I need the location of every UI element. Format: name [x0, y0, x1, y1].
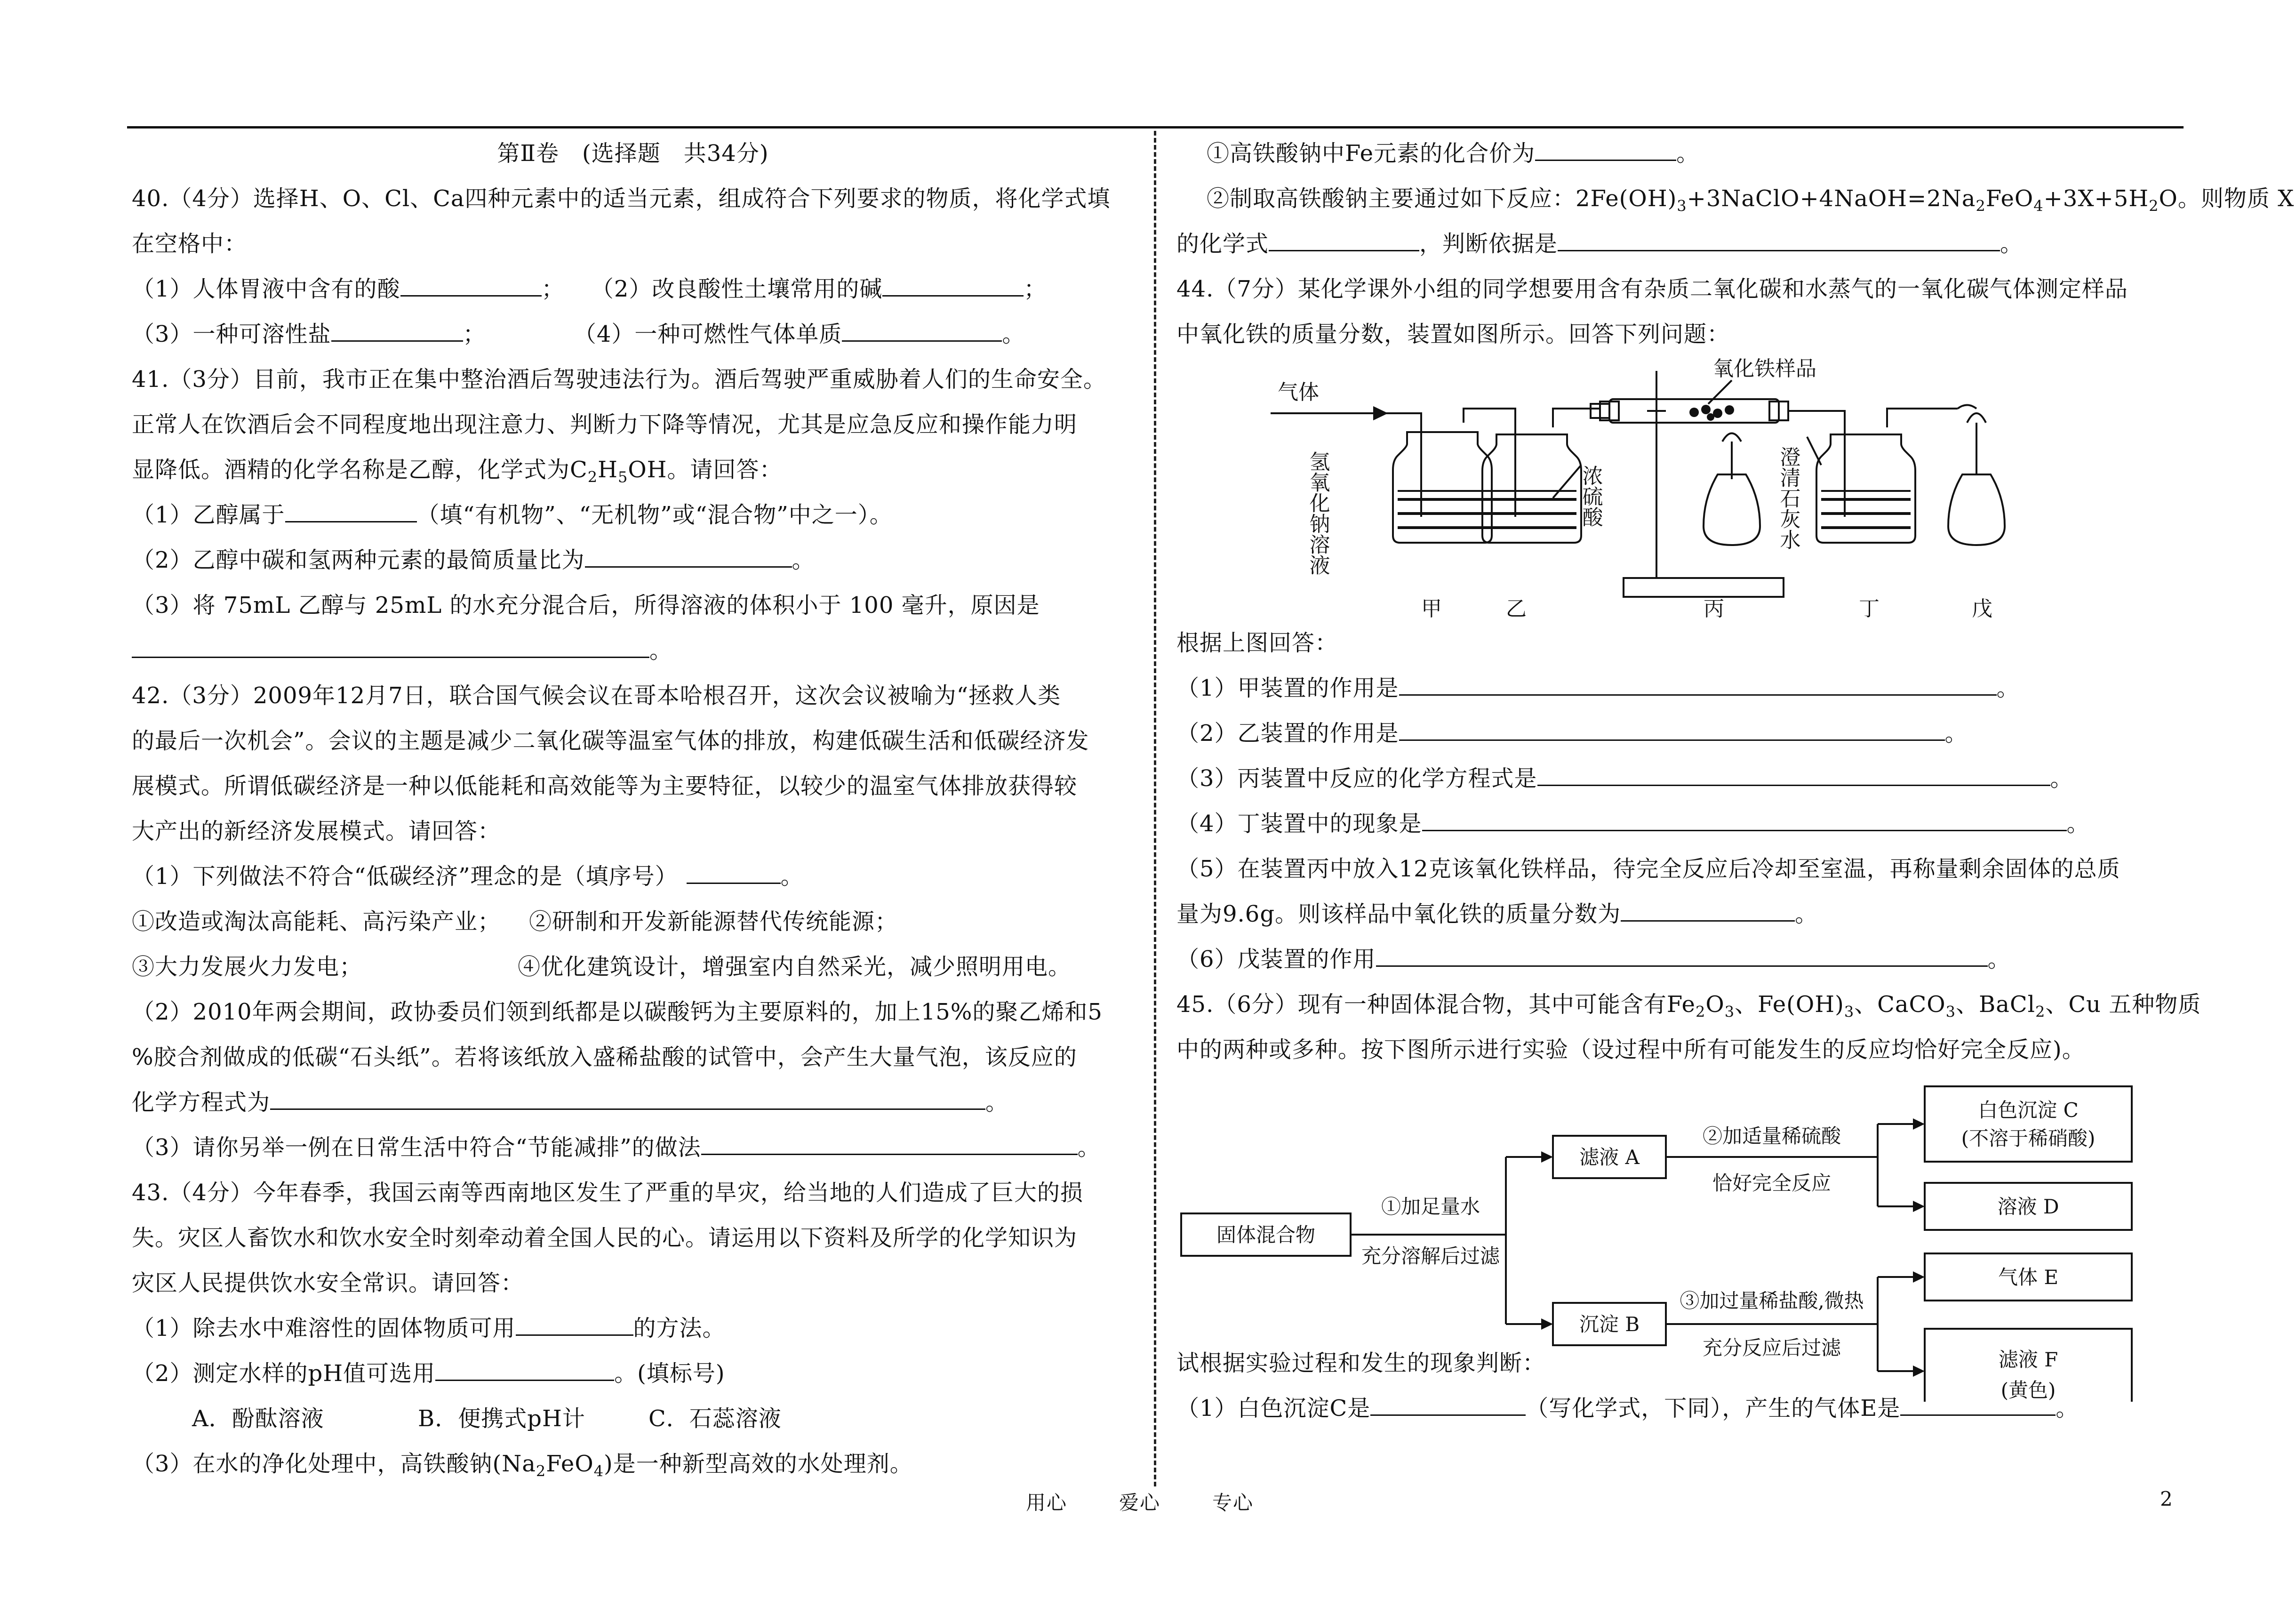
q40-answer1-blank[interactable]: [400, 274, 542, 297]
subscript: 3: [1844, 1003, 1855, 1021]
q43-stem: 43.（4分）今年春季，我国云南等西南地区发生了严重的旱灾，给当地的人们造成了巨大的损: [132, 1180, 1083, 1206]
q41-part3-answer: [132, 628, 1134, 673]
step1-label: ①加足量水: [1381, 1195, 1480, 1218]
subscript: 4: [2033, 197, 2044, 215]
subscript: 3: [1724, 1003, 1735, 1021]
q41-answer1-blank[interactable]: [285, 500, 417, 522]
q44-part5: （5）在装置丙中放入12克该氧化铁样品，待完全反应后冷却至室温，再称量剩余固体的总质: [1176, 856, 2120, 882]
q40-item3-label: （3）一种可溶性盐: [132, 321, 331, 347]
q43-part3: [132, 1441, 1134, 1486]
solution-d-label: 溶液 D: [1997, 1195, 2059, 1218]
box-precipitate-c: [1925, 1086, 2132, 1162]
header-rule: [127, 126, 2184, 128]
label-yi: 乙: [1506, 597, 1527, 620]
q44-answer2-blank[interactable]: [1399, 719, 1945, 741]
option-c: C．石蕊溶液: [648, 1405, 782, 1432]
q43-stem-3: 灾区人民提供饮水安全常识。请回答：: [132, 1270, 524, 1296]
q40-item2-label: （2）改良酸性土壤常用的碱: [591, 276, 883, 302]
subscript: 5: [617, 468, 628, 486]
text: （3）请你另举一例在日常生活中符合“节能减排”的做法: [132, 1134, 701, 1161]
punct: ；: [463, 321, 486, 347]
option-1: ①改造或淘汰高能耗、高污染产业；: [132, 908, 501, 935]
label-jia: 甲: [1421, 597, 1442, 620]
q42-part2: （2）2010年两会期间，政协委员们领到纸都是以碳酸钙为主要原料的，加上15%的聚乙烯和5: [132, 999, 1103, 1025]
q44-answer1-blank[interactable]: [1399, 674, 1997, 696]
subscript: 3: [1945, 1003, 1956, 1021]
text: （3）丙装置中反应的化学方程式是: [1176, 765, 1537, 792]
q42-part2-answer: [132, 1080, 1134, 1125]
right-column: [1176, 131, 2295, 1431]
q43-subpart2: [1176, 176, 2295, 221]
q42-stem: 42.（3分）2009年12月7日，联合国气候会议在哥本哈根召开，这次会议被喻为“拯救人类: [132, 683, 1061, 709]
option-3: ③大力发展火力发电；: [132, 954, 363, 980]
section-title: 第Ⅱ卷 (选择题 共34分): [497, 140, 769, 167]
subscript: 2: [587, 468, 598, 486]
q45-stem-2: 中的两种或多种。按下图所示进行实验（设过程中所有可能发生的反应均恰好完全反应)。: [1176, 1036, 2085, 1063]
punct: 。: [2056, 1395, 2079, 1421]
q43-answer1-blank[interactable]: [516, 1314, 633, 1336]
q41-answer2-blank[interactable]: [585, 546, 792, 568]
q45-stem: [1176, 982, 2201, 1027]
q43-stem-2: 失。灾区人畜饮水和饮水安全时刻牵动着全国人民的心。请运用以下资料及所学的化学知识为: [132, 1225, 1078, 1251]
q42-options-row1: [132, 899, 1134, 944]
text: ②制取高铁酸钠主要通过如下反应：2Fe(OH): [1207, 185, 1677, 212]
punct: 。: [1676, 140, 1700, 167]
q41-stem-2: 正常人在饮酒后会不同程度地出现注意力、判断力下降等情况，尤其是应急反应和操作能力明: [132, 411, 1078, 438]
text: 45.（6分）现有一种固体混合物，其中可能含有Fe: [1176, 991, 1696, 1018]
q43-basis-blank[interactable]: [1558, 229, 2000, 251]
q40-item1-label: （1）人体胃液中含有的酸: [132, 276, 400, 302]
text: 、CaCO: [1854, 991, 1946, 1018]
filtrate-f-label: 滤液 F: [1998, 1348, 2058, 1371]
subscript: 2: [1695, 1003, 1706, 1021]
punct: 。: [985, 1089, 1009, 1116]
option-b: B．便携式pH计: [418, 1405, 585, 1432]
text: OH。请回答：: [628, 457, 783, 483]
text: 。(填标号): [614, 1360, 725, 1387]
subscript: 4: [593, 1462, 604, 1480]
q40-answer4-blank[interactable]: [842, 320, 1002, 342]
q42-part1: [132, 854, 1134, 899]
text: （1）乙醇属于: [132, 502, 285, 528]
punct: 。: [792, 547, 815, 573]
step2-sub-label: 恰好完全反应: [1712, 1172, 1832, 1195]
text: FeO: [546, 1451, 594, 1477]
punct: 。: [2050, 765, 2073, 792]
precipitate-c-label: 白色沉淀 C: [1978, 1099, 2079, 1122]
step1-sub-label: 充分溶解后过滤: [1361, 1245, 1500, 1268]
q44-answer3-blank[interactable]: [1537, 764, 2050, 786]
punct: ；: [541, 276, 565, 302]
step3-label: ③加过量稀盐酸,微热: [1680, 1289, 1864, 1312]
punct: 。: [780, 863, 804, 890]
flowchart-diagram: [1176, 1072, 2179, 1402]
punct: 。: [1996, 675, 2020, 701]
q42-answer2-blank[interactable]: [270, 1088, 985, 1110]
q42-answer3-blank[interactable]: [701, 1133, 1078, 1155]
footer-motto: [1026, 1487, 1305, 1516]
q40-stem: 40.（4分）选择H、O、Cl、Ca四种元素中的适当元素，组成符合下列要求的物质，将化学式填: [132, 185, 1111, 212]
step3-sub-label: 充分反应后过滤: [1702, 1336, 1841, 1359]
text: 的化学式: [1176, 231, 1269, 257]
footer-word: 用心: [1026, 1491, 1068, 1514]
text: （1）除去水中难溶性的固体物质可用: [132, 1315, 516, 1341]
q43-part2-options: [132, 1396, 1134, 1441]
text: （3）在水的净化处理中，高铁酸钠(Na: [132, 1451, 536, 1477]
punct: 。: [2000, 231, 2024, 257]
q44-apparatus-figure: [1176, 357, 2179, 620]
q40-row2: [132, 312, 1134, 357]
subscript: 2: [1976, 197, 1986, 215]
q44-part3: [1176, 756, 2179, 801]
text: 、Fe(OH): [1735, 991, 1844, 1018]
q45-flowchart: [1176, 1072, 2179, 1402]
text: O: [1705, 991, 1725, 1018]
punct: ；: [1024, 276, 1047, 302]
text: +3NaClO+4NaOH=2Na: [1687, 185, 1976, 212]
q42-part3: [132, 1125, 1134, 1170]
q41-part2: [132, 538, 1134, 583]
text: ，判断依据是: [1419, 231, 1558, 257]
text: 的方法。: [633, 1315, 726, 1341]
text: （写化学式，下同），产生的气体E是: [1526, 1395, 1901, 1421]
text: +3X+5H: [2043, 185, 2149, 212]
q43-part1: [132, 1306, 1134, 1351]
precipitate-c-note: (不溶于稀硝酸): [1961, 1127, 2096, 1150]
h2so4-label: 浓硫酸: [1578, 465, 1603, 527]
q40-row1: [132, 266, 1134, 312]
text: ①高铁酸钠中Fe元素的化合价为: [1207, 140, 1536, 167]
punct: 。: [1077, 1134, 1101, 1161]
solid-label: 固体混合物: [1216, 1223, 1316, 1246]
q41-stem-3: [132, 447, 1134, 492]
footer-word: 爱心: [1119, 1491, 1161, 1514]
q42-stem-3: 展模式。所谓低碳经济是一种以低能耗和高效能等为主要特征，以较少的温室气体排放获得较: [132, 773, 1078, 799]
punct: 。: [2066, 811, 2090, 837]
subscript: 2: [536, 1462, 546, 1480]
q44-part6: [1176, 937, 2179, 982]
q44-part2: [1176, 711, 2179, 756]
q42-stem-4: 大产出的新经济发展模式。请回答：: [132, 818, 501, 844]
q43-part2: [132, 1351, 1134, 1396]
text: O。则物质 X: [2159, 185, 2295, 212]
q44-stem: 44.（7分）某化学课外小组的同学想要用含有杂质二氧化碳和水蒸气的一氧化碳气体测定样品: [1176, 276, 2128, 302]
q43-subpart2-cont: [1176, 221, 2179, 266]
q43-answer2-blank[interactable]: [435, 1359, 614, 1381]
filtrate-f-note: (黄色): [2000, 1379, 2056, 1402]
text: H: [598, 457, 618, 483]
sample-label: 氧化铁样品: [1713, 357, 1816, 381]
punct: 。: [1795, 901, 1818, 927]
label-ding: 丁: [1859, 597, 1880, 620]
q41-part3: （3）将 75mL 乙醇与 25mL 的水充分混合后，所得溶液的体积小于 100 毫升，原因是: [132, 592, 1040, 618]
option-a: A．酚酞溶液: [192, 1405, 324, 1432]
q44-part5-cont: [1176, 891, 2179, 937]
q44-part1: [1176, 666, 2179, 711]
text: 化学方程式为: [132, 1089, 271, 1116]
limewater-label: 澄清石灰水: [1776, 446, 1800, 550]
q42-part2-cont: %胶合剂做成的低碳“石头纸”。若将该纸放入盛稀盐酸的试管中，会产生大量气泡，该反应的: [132, 1044, 1077, 1070]
page-number: 2: [2160, 1487, 2173, 1510]
text: 、Cu 五种物质: [2045, 991, 2201, 1018]
column-divider: [1154, 131, 1156, 1486]
q40-answer2-blank[interactable]: [882, 274, 1024, 297]
gas-label: 气体: [1278, 380, 1319, 404]
text: （6）戊装置的作用: [1176, 946, 1376, 972]
q41-answer3-blank[interactable]: [132, 636, 649, 658]
q42-stem-2: 的最后一次机会”。会议的主题是减少二氧化碳等温室气体的排放，构建低碳生活和低碳经济发: [132, 728, 1089, 754]
precipitate-b-label: 沉淀 B: [1579, 1313, 1640, 1336]
text: （2）测定水样的pH值可选用: [132, 1360, 436, 1387]
subscript: 2: [2149, 197, 2159, 215]
label-bing: 丙: [1704, 597, 1724, 620]
q42-answer1-blank[interactable]: [687, 862, 781, 884]
text: （填“有机物”、“无机物”或“混合物”中之一）。: [416, 502, 893, 528]
q44-lead: 根据上图回答：: [1176, 630, 1338, 656]
text: 显降低。酒精的化学名称是乙醇，化学式为C: [132, 457, 588, 483]
text: FeO: [1985, 185, 2034, 212]
q44-answer6-blank[interactable]: [1376, 945, 1988, 967]
q40-stem-cont: 在空格中：: [132, 231, 248, 257]
naoh-label: 氢氧化钠溶液: [1305, 451, 1330, 575]
punct: 。: [1987, 946, 2011, 972]
text: （4）丁装置中的现象是: [1176, 811, 1422, 837]
subscript: 3: [1677, 197, 1687, 215]
text: 量为9.6g。则该样品中氧化铁的质量分数为: [1176, 901, 1621, 927]
left-column: [132, 131, 1134, 1486]
option-2: ②研制和开发新能源替代传统能源；: [529, 908, 898, 935]
q40-item4-label: （4）一种可燃性气体单质: [573, 321, 842, 347]
text: （2）乙醇中碳和氢两种元素的最简质量比为: [132, 547, 585, 573]
text: （1）甲装置的作用是: [1176, 675, 1399, 701]
q43-subpart1: [1176, 131, 2179, 176]
step2-label: ②加适量稀硫酸: [1702, 1124, 1841, 1148]
q41-stem: 41.（3分）目前，我市正在集中整治酒后驾驶违法行为。酒后驾驶严重威胁着人们的生命安全。: [132, 366, 1106, 393]
subscript: 2: [2035, 1003, 2046, 1021]
text: （1）白色沉淀C是: [1176, 1395, 1371, 1421]
gas-e-label: 气体 E: [1998, 1266, 2059, 1289]
q45-lead: 试根据实验过程和发生的现象判断：: [1176, 1350, 1546, 1376]
option-4: ④优化建筑设计，增强室内自然采光，减少照明用电。: [518, 954, 1072, 980]
text: （2）乙装置的作用是: [1176, 720, 1399, 747]
filtrate-a-label: 滤液 A: [1579, 1146, 1640, 1169]
q44-part4: [1176, 801, 2179, 846]
q44-answer4-blank[interactable]: [1422, 809, 2067, 831]
punct: 。: [1002, 321, 1025, 347]
punct: 。: [649, 637, 673, 664]
text: （1）下列做法不符合“低碳经济”理念的是（填序号）: [132, 863, 678, 890]
q41-part1: [132, 492, 1134, 538]
text: 、BaCl: [1955, 991, 2035, 1018]
label-wu: 戊: [1972, 597, 1992, 620]
q40-answer3-blank[interactable]: [331, 320, 463, 342]
q43-formula-blank[interactable]: [1269, 229, 1419, 251]
apparatus-diagram: [1176, 357, 2179, 620]
punct: 。: [1944, 720, 1968, 747]
q43-sub1-blank[interactable]: [1535, 139, 1676, 161]
footer-word: 专心: [1212, 1491, 1254, 1514]
q42-options-row2: [132, 944, 1134, 989]
q44-answer5-blank[interactable]: [1621, 899, 1795, 922]
text: )是一种新型高效的水处理剂。: [604, 1451, 913, 1477]
q44-stem-2: 中氧化铁的质量分数，装置如图所示。回答下列问题：: [1176, 321, 1730, 347]
